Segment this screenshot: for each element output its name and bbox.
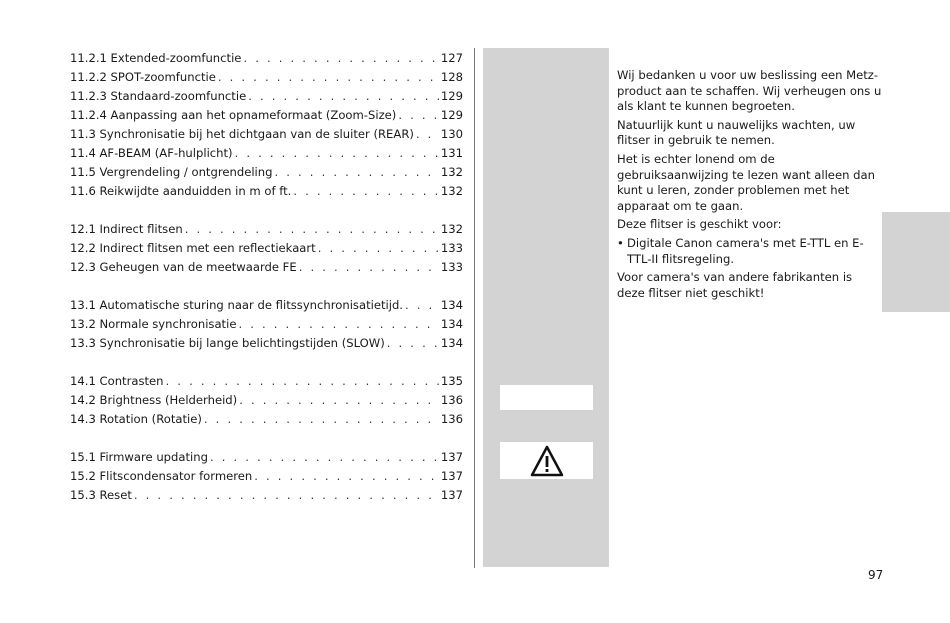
toc-entry-title: 11.2.1 Extended-zoomfunctie <box>70 51 242 65</box>
toc-entry <box>70 239 463 258</box>
toc-entry <box>70 125 463 144</box>
toc-entry <box>70 410 463 429</box>
toc-leader-dots <box>254 467 439 486</box>
warning-triangle-icon <box>530 445 564 477</box>
toc-entry-page: 133 <box>440 241 463 255</box>
toc-entry-title: 11.2.2 SPOT-zoomfunctie <box>70 70 216 84</box>
toc-entry <box>70 87 463 106</box>
toc-entry <box>70 258 463 277</box>
toc-entry <box>70 391 463 410</box>
toc-entry-title: 15.1 Firmware updating <box>70 450 208 464</box>
toc-group <box>70 296 463 353</box>
margin-bar <box>483 48 609 567</box>
toc-entry-page: 132 <box>440 184 463 198</box>
toc-entry <box>70 220 463 239</box>
toc-entry-page: 128 <box>440 70 463 84</box>
toc-leader-dots <box>243 49 438 68</box>
toc-entry-title: 11.4 AF-BEAM (AF-hulplicht) <box>70 146 233 160</box>
bullet-mark: • <box>617 235 624 250</box>
toc-entry-title: 11.5 Vergrendeling / ontgrendeling <box>70 165 273 179</box>
toc-entry-page: 132 <box>440 222 463 236</box>
toc-entry <box>70 372 463 391</box>
toc-leader-dots <box>239 391 439 410</box>
toc-entry-title: 12.1 Indirect flitsen <box>70 222 183 236</box>
toc-entry-page: 137 <box>440 450 463 464</box>
toc-leader-dots <box>235 144 439 163</box>
toc-leader-dots <box>274 163 438 182</box>
toc-entry <box>70 182 463 201</box>
toc-leader-dots <box>416 125 439 144</box>
chapter-tab <box>882 212 950 312</box>
toc-entry <box>70 486 463 505</box>
toc-entry-title: 12.2 Indirect flitsen met een reflectiekaart <box>70 241 316 255</box>
toc-entry-page: 135 <box>440 374 463 388</box>
toc-entry-title: 14.3 Rotation (Rotatie) <box>70 412 202 426</box>
toc-entry-title: 11.2.3 Standaard-zoomfunctie <box>70 89 247 103</box>
toc-entry-page: 129 <box>440 108 463 122</box>
intro-paragraph: Voor camera's van andere fabrikanten is deze flitser niet geschikt! <box>617 270 853 300</box>
note-box <box>500 385 593 410</box>
table-of-contents <box>70 49 463 524</box>
toc-entry-page: 137 <box>440 469 463 483</box>
toc-entry-page: 130 <box>440 127 463 141</box>
toc-leader-dots <box>293 182 439 201</box>
intro-text <box>617 68 882 304</box>
toc-leader-dots <box>134 486 439 505</box>
toc-entry <box>70 106 463 125</box>
toc-entry <box>70 334 463 353</box>
toc-entry-title: 13.1 Automatische sturing naar de flitssynchronisatietijd. <box>70 298 403 312</box>
toc-entry-title: 15.2 Flitscondensator formeren <box>70 469 253 483</box>
toc-entry-page: 137 <box>440 488 463 502</box>
toc-entry-page: 134 <box>440 336 463 350</box>
toc-entry-page: 134 <box>440 298 463 312</box>
toc-entry-page: 127 <box>440 51 463 65</box>
toc-leader-dots <box>238 315 438 334</box>
toc-entry-page: 129 <box>440 89 463 103</box>
toc-entry-page: 131 <box>440 146 463 160</box>
page-number: 97 <box>868 568 884 582</box>
toc-entry-title: 15.3 Reset <box>70 488 132 502</box>
toc-leader-dots <box>248 87 439 106</box>
toc-leader-dots <box>204 410 439 429</box>
toc-entry <box>70 467 463 486</box>
toc-leader-dots <box>405 296 439 315</box>
toc-entry-page: 133 <box>440 260 463 274</box>
toc-entry-title: 12.3 Geheugen van de meetwaarde FE <box>70 260 297 274</box>
intro-paragraph: Natuurlijk kunt u nauwelijks wachten, uw flitser in gebruik te nemen. <box>617 117 856 148</box>
toc-entry-page: 136 <box>440 412 463 426</box>
toc-leader-dots <box>299 258 439 277</box>
toc-entry-title: 14.2 Brightness (Helderheid) <box>70 393 238 407</box>
toc-entry <box>70 163 463 182</box>
toc-entry-page: 132 <box>440 165 463 179</box>
toc-group <box>70 220 463 277</box>
toc-entry-title: 11.6 Reikwijdte aanduidden in m of ft. <box>70 184 292 198</box>
toc-entry <box>70 68 463 87</box>
bullet-item <box>617 236 882 267</box>
toc-entry <box>70 315 463 334</box>
column-divider <box>474 48 475 568</box>
toc-entry <box>70 144 463 163</box>
toc-entry <box>70 49 463 68</box>
toc-group <box>70 49 463 201</box>
bullet-text: Digitale Canon camera's met E-TTL en E-TTL-II flitsregeling. <box>627 235 864 266</box>
toc-leader-dots <box>398 106 439 125</box>
toc-entry-page: 134 <box>440 317 463 331</box>
toc-entry <box>70 296 463 315</box>
toc-leader-dots <box>218 68 439 87</box>
toc-entry-title: 13.2 Normale synchronisatie <box>70 317 237 331</box>
toc-leader-dots <box>185 220 439 239</box>
toc-leader-dots <box>318 239 439 258</box>
warning-box <box>500 442 593 479</box>
toc-entry-page: 136 <box>440 393 463 407</box>
toc-leader-dots <box>166 372 439 391</box>
toc-entry-title: 13.3 Synchronisatie bij lange belichtingstijden (SLOW) <box>70 336 385 350</box>
toc-group <box>70 448 463 505</box>
toc-entry-title: 14.1 Contrasten <box>70 374 164 388</box>
toc-leader-dots <box>210 448 439 467</box>
toc-entry-title: 11.2.4 Aanpassing aan het opnameformaat (Zoom-Size) <box>70 108 397 122</box>
intro-paragraph: Deze flitser is geschikt voor: <box>617 217 782 232</box>
intro-paragraph: Het is echter lonend om de gebruiksaanwijzing te lezen want alleen dan kunt u leren, zonder problemen met het apparaat om te gaan. <box>617 151 875 213</box>
toc-group <box>70 372 463 429</box>
toc-entry-title: 11.3 Synchronisatie bij het dichtgaan van de sluiter (REAR) <box>70 127 414 141</box>
toc-leader-dots <box>387 334 439 353</box>
toc-entry <box>70 448 463 467</box>
intro-paragraph: Wij bedanken u voor uw beslissing een Metz-product aan te schaffen. Wij verheugen ons u als klant te kunnen begroeten. <box>617 68 882 114</box>
